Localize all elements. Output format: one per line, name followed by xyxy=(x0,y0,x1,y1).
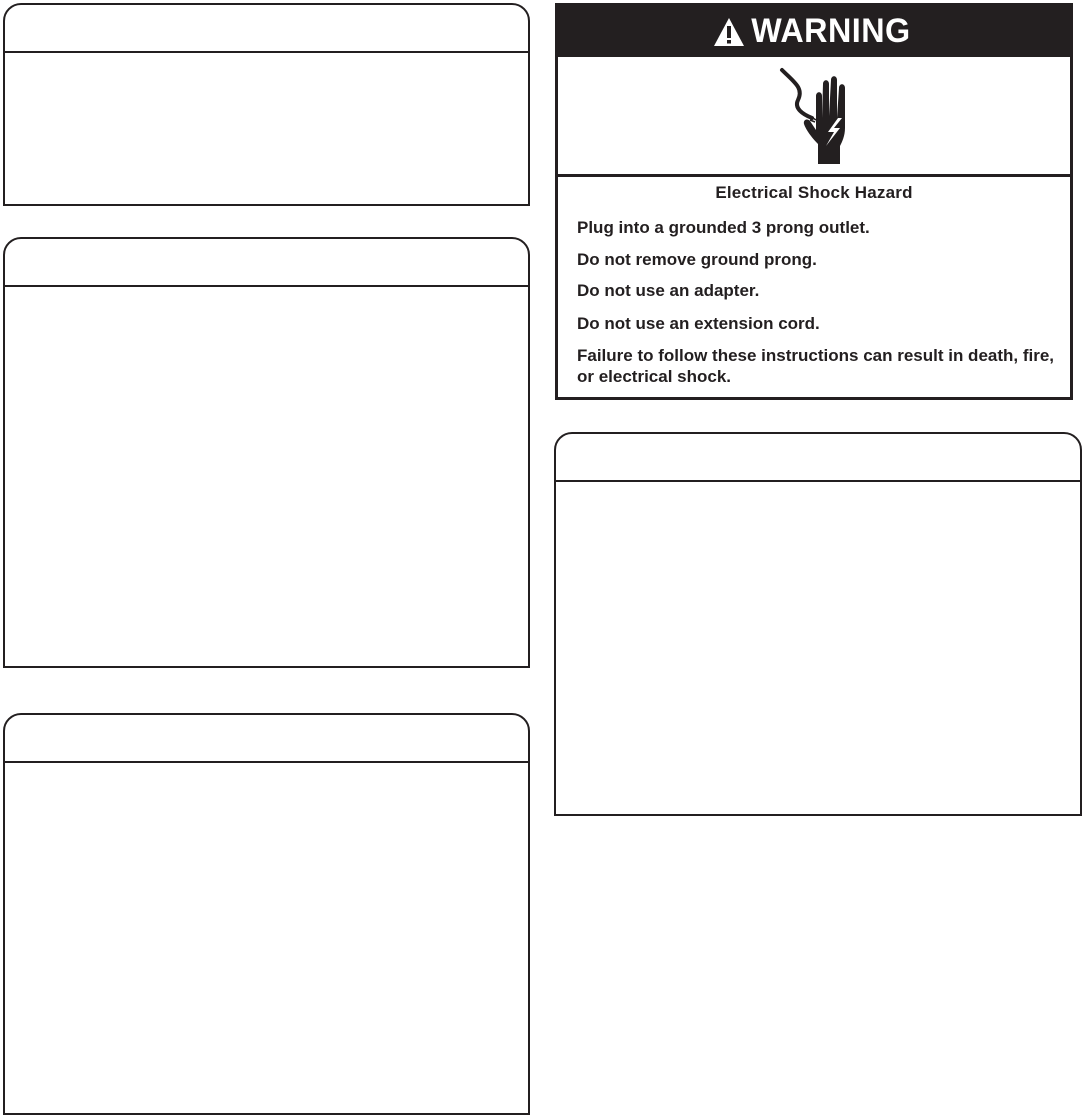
warning-header xyxy=(558,6,1070,57)
electric-shock-hand-icon xyxy=(774,66,854,166)
alert-triangle-icon xyxy=(713,17,745,47)
warning-label xyxy=(555,3,1073,400)
blank-panel-header xyxy=(5,5,528,53)
blank-panel-bottom-left xyxy=(3,713,530,1115)
warning-text xyxy=(558,177,1070,397)
warning-title: WARNING xyxy=(751,12,911,50)
hazard-title: Electrical Shock Hazard xyxy=(715,183,913,202)
instruction-line: Do not use an extension cord. xyxy=(577,314,820,333)
blank-panel-header xyxy=(5,715,528,763)
blank-panel-header xyxy=(5,239,528,287)
blank-panel-header xyxy=(556,434,1080,482)
instruction-line: Do not use an adapter. xyxy=(577,281,760,300)
instruction-line: Failure to follow these instructions can result in death, fire, or electrical shock. xyxy=(577,346,1055,386)
blank-panel-middle-left xyxy=(3,237,530,668)
instruction-line: Do not remove ground prong. xyxy=(577,250,817,269)
blank-panel-top-left xyxy=(3,3,530,206)
instruction-line: Plug into a grounded 3 prong outlet. xyxy=(577,218,870,237)
shock-pictogram xyxy=(558,57,1070,177)
blank-panel-right xyxy=(554,432,1082,816)
